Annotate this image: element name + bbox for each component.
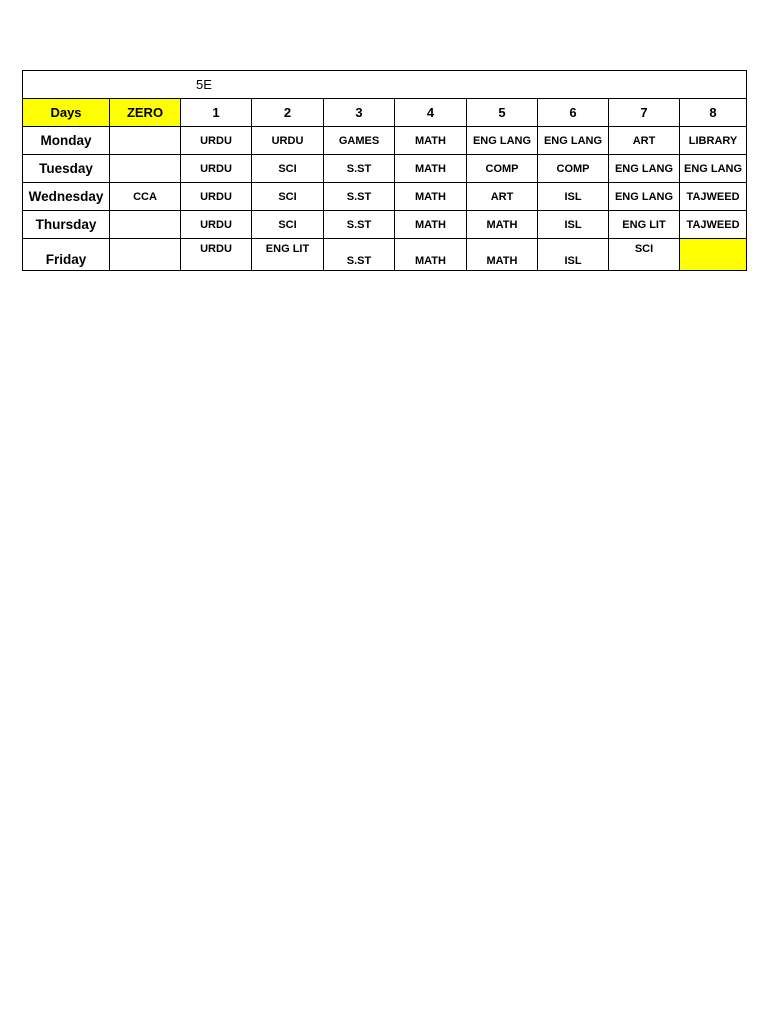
period-cell: TAJWEED [680, 211, 747, 239]
period-cell: GAMES [324, 127, 395, 155]
day-row-monday [23, 127, 747, 155]
period-header: 4 [395, 99, 467, 127]
period-cell: URDU [181, 211, 252, 239]
period-cell: MATH [395, 211, 467, 239]
period-cell: TAJWEED [680, 183, 747, 211]
day-label: Tuesday [23, 155, 110, 183]
period-cell: MATH [467, 239, 538, 271]
day-label: Monday [23, 127, 110, 155]
period-cell: MATH [395, 127, 467, 155]
period-cell: ENG LIT [609, 211, 680, 239]
period-header: 8 [680, 99, 747, 127]
day-row-wednesday [23, 183, 747, 211]
period-header: 3 [324, 99, 395, 127]
period-cell: SCI [252, 183, 324, 211]
day-label: Thursday [23, 211, 110, 239]
zero-cell [110, 155, 181, 183]
day-row-friday [23, 239, 747, 271]
period-cell: URDU [252, 127, 324, 155]
period-cell: URDU [181, 155, 252, 183]
period-cell: URDU [181, 127, 252, 155]
zero-header: ZERO [110, 99, 181, 127]
timetable [22, 70, 747, 271]
zero-cell [110, 211, 181, 239]
class-title: 5E [23, 71, 747, 99]
period-cell: COMP [467, 155, 538, 183]
period-cell: S.ST [324, 155, 395, 183]
day-label: Wednesday [23, 183, 110, 211]
period-cell: MATH [395, 183, 467, 211]
title-row [23, 71, 747, 99]
period-header: 1 [181, 99, 252, 127]
period-cell: ENG LANG [467, 127, 538, 155]
period-cell: MATH [467, 211, 538, 239]
day-row-tuesday [23, 155, 747, 183]
period-cell: ART [467, 183, 538, 211]
period-cell: SCI [252, 211, 324, 239]
zero-cell [110, 239, 181, 271]
period-cell: S.ST [324, 211, 395, 239]
period-cell: LIBRARY [680, 127, 747, 155]
period-cell: MATH [395, 239, 467, 271]
period-cell: ENG LANG [609, 183, 680, 211]
period-cell: ISL [538, 239, 609, 271]
period-cell: ENG LANG [680, 155, 747, 183]
period-cell: ENG LIT [252, 239, 324, 271]
period-header: 6 [538, 99, 609, 127]
period-header: 5 [467, 99, 538, 127]
period-cell: ART [609, 127, 680, 155]
period-cell: COMP [538, 155, 609, 183]
highlighted-empty-cell [680, 239, 747, 271]
period-header: 2 [252, 99, 324, 127]
zero-cell: CCA [110, 183, 181, 211]
period-cell: URDU [181, 183, 252, 211]
period-cell: S.ST [324, 183, 395, 211]
period-cell: ISL [538, 211, 609, 239]
day-label: Friday [23, 239, 110, 271]
header-row [23, 99, 747, 127]
zero-cell [110, 127, 181, 155]
period-cell: ISL [538, 183, 609, 211]
period-header: 7 [609, 99, 680, 127]
period-cell: S.ST [324, 239, 395, 271]
period-cell: MATH [395, 155, 467, 183]
period-cell: ENG LANG [538, 127, 609, 155]
period-cell: ENG LANG [609, 155, 680, 183]
days-header: Days [23, 99, 110, 127]
day-row-thursday [23, 211, 747, 239]
period-cell: SCI [609, 239, 680, 271]
period-cell: URDU [181, 239, 252, 271]
period-cell: SCI [252, 155, 324, 183]
